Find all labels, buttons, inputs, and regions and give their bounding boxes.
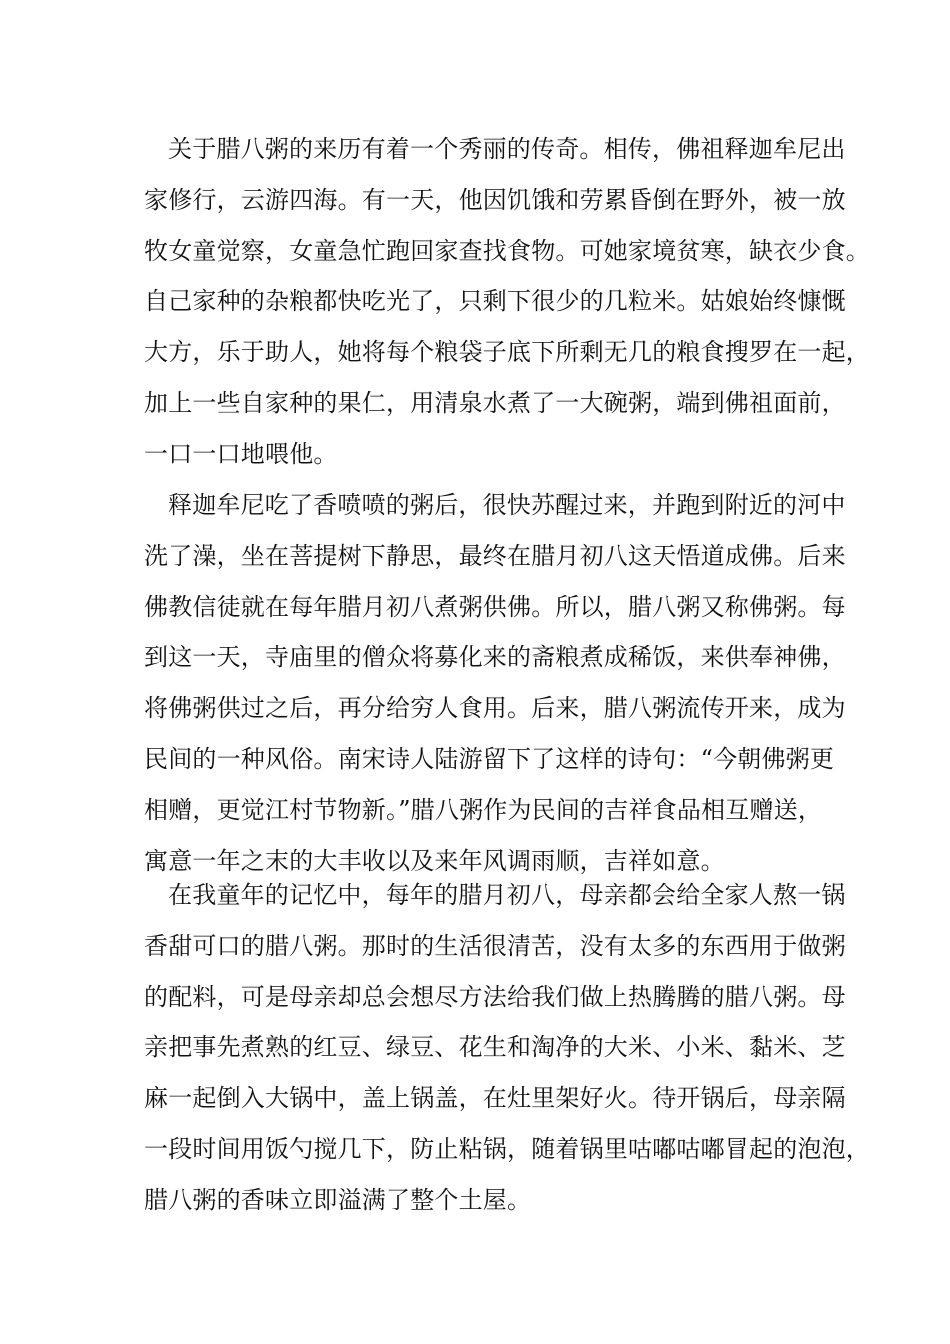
text-line: 寓意一年之末的大丰收以及来年风调雨顺，吉祥如意。 xyxy=(144,846,725,875)
text-line: 将佛粥供过之后，再分给穷人食用。后来，腊八粥流传开来，成为 xyxy=(144,694,846,723)
text-line: 洗了澡，坐在菩提树下静思，最终在腊月初八这天悟道成佛。后来 xyxy=(144,541,846,570)
text-line: 麻一起倒入大锅中，盖上锅盖，在灶里架好火。待开锅后，母亲隔 xyxy=(144,1084,846,1113)
text-line: 家修行，云游四海。有一天，他因饥饿和劳累昏倒在野外，被一放 xyxy=(144,185,846,214)
text-line: 民间的一种风俗。南宋诗人陆游留下了这样的诗句：“今朝佛粥更 xyxy=(144,744,835,773)
text-line: 在我童年的记忆中，每年的腊月初八，母亲都会给全家人熬一锅 xyxy=(168,881,846,909)
paragraph-childhood-memory xyxy=(144,870,870,1226)
text-line: 一口一口地喂他。 xyxy=(144,439,338,468)
text-line: 到这一天，寺庙里的僧众将募化来的斋粮煮成稀饭，来供奉神佛， xyxy=(144,643,846,672)
text-line: 相赠，更觉江村节物新。”腊八粥作为民间的吉祥食品相互赠送， xyxy=(144,795,823,824)
paragraph-origin-legend xyxy=(144,124,870,480)
text-line: 的配料，可是母亲却总会想尽方法给我们做上热腾腾的腊八粥。母 xyxy=(144,982,846,1011)
text-line: 亲把事先煮熟的红豆、绿豆、花生和淘净的大米、小米、黏米、芝 xyxy=(144,1033,846,1062)
text-line: 腊八粥的香味立即溢满了整个土屋。 xyxy=(144,1185,532,1214)
text-line: 香甜可口的腊八粥。那时的生活很清苦，没有太多的东西用于做粥 xyxy=(144,931,846,960)
text-line: 释迦牟尼吃了香喷喷的粥后，很快苏醒过来，并跑到附近的河中 xyxy=(168,491,846,519)
text-line: 大方，乐于助人，她将每个粮袋子底下所剩无几的粮食搜罗在一起， xyxy=(144,338,870,367)
text-line: 关于腊八粥的来历有着一个秀丽的传奇。相传，佛祖释迦牟尼出 xyxy=(168,135,846,163)
text-line: 牧女童觉察，女童急忙跑回家查找食物。可她家境贫寒，缺衣少食。 xyxy=(144,236,870,265)
text-line: 自己家种的杂粮都快吃光了，只剩下很少的几粒米。姑娘始终慷慨 xyxy=(144,287,846,316)
paragraph-buddha-porridge xyxy=(144,480,844,886)
text-line: 一段时间用饭勺搅几下，防止粘锅，随着锅里咕嘟咕嘟冒起的泡泡， xyxy=(144,1134,870,1163)
text-line: 佛教信徒就在每年腊月初八煮粥供佛。所以，腊八粥又称佛粥。每 xyxy=(144,592,846,621)
text-line: 加上一些自家种的果仁，用清泉水煮了一大碗粥，端到佛祖面前， xyxy=(144,388,846,417)
